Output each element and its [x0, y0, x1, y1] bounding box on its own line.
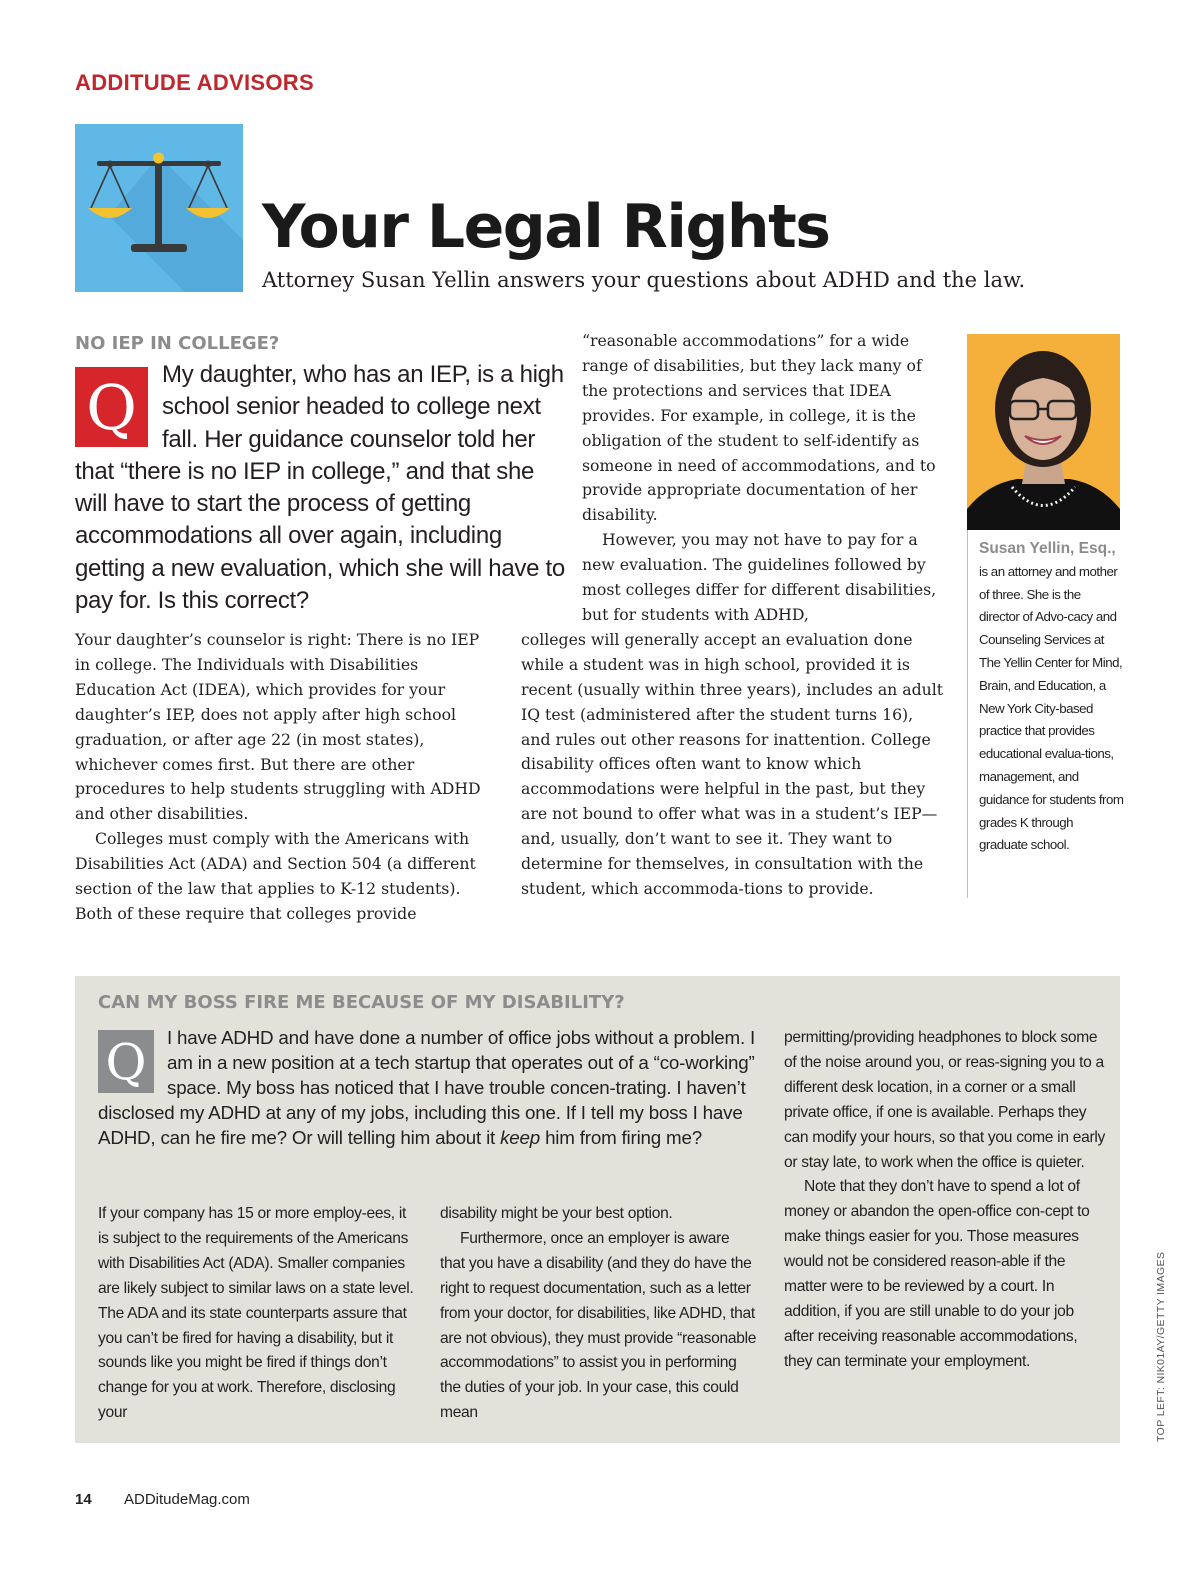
q-letter: Q — [105, 1032, 147, 1091]
photo-credit: TOP LEFT: NIK01AY/GETTY IMAGES — [1155, 1251, 1167, 1442]
article1-column-2 — [521, 329, 946, 902]
article2-column-3 — [784, 1026, 1106, 1375]
footer-site: ADDitudeMag.com — [124, 1491, 250, 1508]
author-bio — [979, 538, 1124, 857]
scales-of-justice-icon — [75, 124, 243, 292]
article1-question-text: My daughter, who has an IEP, is a high school senior headed to college next fall. Her guidance counselor told her that “there is no IEP in college,” and that she will have to start the process of getting accommodations all over again, including getting a new evaluation, which she will have to pay for. Is this correct? — [75, 361, 565, 615]
paragraph: Your daughter’s counselor is right: There is no IEP in college. The Individuals with Disabilities Education Act (IDEA), which provides for your daughter’s IEP, does not apply after high school graduation, or after age 22 (in most states), whichever comes first. But there are other procedures to help students struggling with ADHD and other disabilities. — [75, 630, 481, 824]
article1-column-1 — [75, 628, 495, 927]
paragraph: Colleges must comply with the Americans with Disabilities Act (ADA) and Section 504 (a different section of the law that applies to K-12 students). Both of these require that colleges provide — [75, 829, 476, 923]
paragraph: permitting/providing headphones to block some of the noise around you, or reas-signing you to a different desk location, in a corner or a small private office, if one is available. Perhaps they can modify your hours, so that you come in early or stay late, to work when the office is quieter. — [784, 1029, 1106, 1171]
question-text-part: I have ADHD and have done a number of office jobs without a problem. I am in a new position at a tech startup that operates out of a “co-working” space. My boss has noticed that I have trouble concen-trating. I haven’t disclosed my ADHD at any of my jobs, including this one. If I tell my boss I have ADHD, can he fire me? Or will telling him about it — [98, 1027, 756, 1149]
paragraph: However, you may not have to pay for a new evaluation. The guidelines followed by most colleges differ for different disabilities, but for students with ADHD, — [582, 530, 937, 624]
badge-spacer — [98, 1025, 167, 1099]
author-photo — [967, 334, 1120, 530]
author-bio-text: is an attorney and mother of three. She is the director of Advo-cacy and Counseling Services at The Yellin Center for Mind, Brain, and Education, a New York City-based practice that provides educational evalua-tions, management, and guidance for students from grades K through graduate school. — [979, 563, 1124, 853]
paragraph: If your company has 15 or more employ-ees, it is subject to the requirements of the Americans with Disabilities Act (ADA). Smaller companies are likely subject to similar laws on a state level. The ADA and its state counterparts assure that you can’t be fired for having a disability, but it sounds like you might be fired if things don’t change for you at work. Therefore, disclosing your — [98, 1205, 414, 1422]
page-subtitle: Attorney Susan Yellin answers your questions about ADHD and the law. — [262, 268, 1026, 292]
article2-column-1 — [98, 1202, 420, 1426]
caption-divider — [967, 530, 968, 898]
paragraph: “reasonable accommodations” for a wide range of disabilities, but they lack many of the protections and services that IDEA provides. For example, in college, it is the obligation of the student to self-identify as someone in need of accommodations, and to provide appropriate documentation of her disability. — [582, 331, 936, 525]
author-name: Susan Yellin, Esq., — [979, 540, 1116, 557]
page-title: Your Legal Rights — [262, 192, 830, 262]
article1-heading: NO IEP IN COLLEGE? — [75, 333, 280, 354]
article2-column-2 — [440, 1202, 758, 1426]
paragraph: disability might be your best option. — [440, 1205, 673, 1222]
paragraph: Furthermore, once an employer is aware that you have a disability (and they do have the right to request documentation, such as a letter from your doctor, for disabilities, like ADHD, that are not obvious), they must provide “reasonable accommodations” to assist you in performing the duties of your job. In your case, this could mean — [440, 1229, 757, 1422]
question-emphasis: keep — [500, 1127, 541, 1149]
section-label: ADDITUDE ADVISORS — [75, 70, 314, 95]
q-letter: Q — [86, 370, 137, 444]
paragraph: colleges will generally accept an evaluation done while a student was in high school, provided it is recent (usually within three years), includes an adult IQ test (administered after the student turns 16), and rules out other reasons for inattention. College disability offices often want to know which accommodations were helpful in the past, but they are not bound to offer what was in a student’s IEP—and, usually, don’t want to see it. They want to determine for themselves, in consultation with the student, which accommoda-tions to provide. — [521, 629, 944, 898]
badge-spacer — [75, 359, 162, 455]
question-text-part: him from firing me? — [540, 1127, 702, 1149]
paragraph: Note that they don’t have to spend a lot of money or abandon the open-office con-cept to make things easier for you. Those measures would not be considered reason-able if the matter were to be reviewed by a court. In addition, if you are still unable to do your job after receiving reasonable accommodations, they can terminate your employment. — [784, 1178, 1090, 1370]
article2-heading: CAN MY BOSS FIRE ME BECAUSE OF MY DISABILITY? — [98, 992, 625, 1013]
page-number: 14 — [75, 1491, 92, 1508]
article2-question — [98, 1025, 760, 1150]
article1-question — [75, 359, 565, 617]
